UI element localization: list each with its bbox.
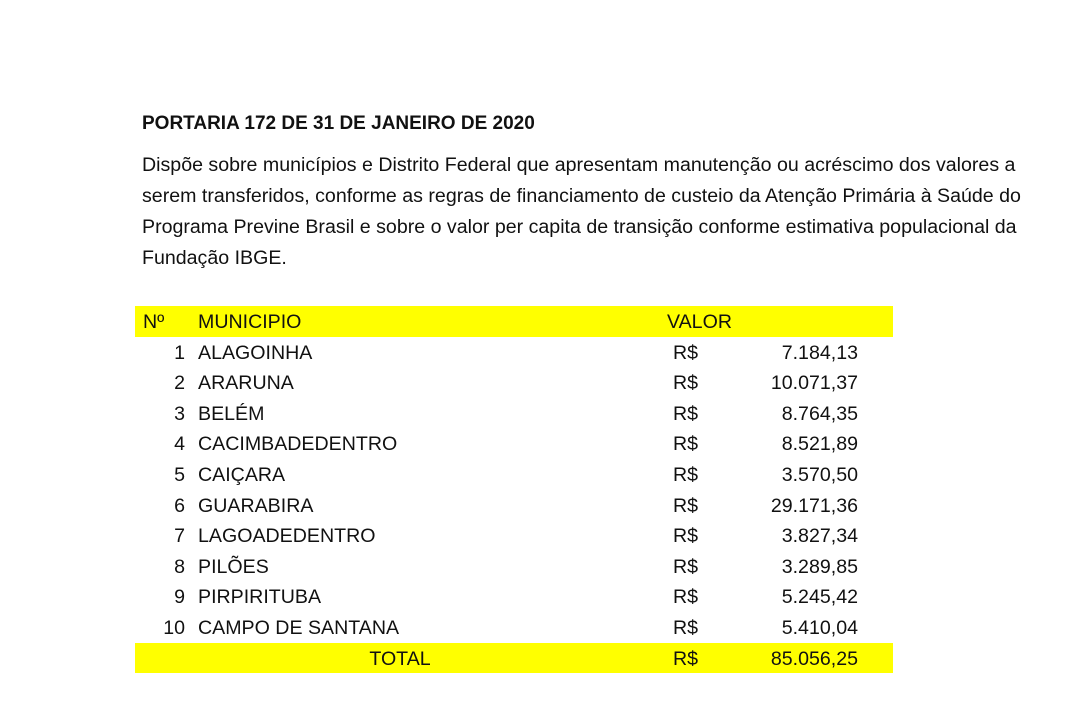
row-number: 3 (174, 402, 185, 425)
row-number: 7 (174, 525, 185, 548)
table-row (135, 520, 893, 551)
row-value: 10.071,37 (770, 372, 858, 395)
row-number: 2 (174, 372, 185, 395)
header-number: Nº (143, 311, 165, 333)
row-number: 10 (163, 616, 185, 639)
table-row (135, 428, 893, 459)
row-value: 3.289,85 (781, 555, 858, 578)
row-currency: R$ (673, 372, 699, 395)
document-title: PORTARIA 172 DE 31 DE JANEIRO DE 2020 (142, 113, 535, 134)
table-row (135, 490, 893, 521)
table-row (135, 367, 893, 398)
total-currency: R$ (673, 647, 699, 670)
row-number: 4 (174, 433, 185, 456)
table-header-row (135, 306, 893, 337)
total-value: 85.056,25 (770, 647, 858, 670)
row-municipio: BELÉM (198, 402, 265, 425)
table-row (135, 581, 893, 612)
row-value: 3.570,50 (781, 463, 858, 486)
row-municipio: PIRPIRITUBA (198, 586, 322, 609)
table-row (135, 551, 893, 582)
row-value: 5.245,42 (781, 586, 858, 609)
row-currency: R$ (673, 463, 699, 486)
header-valor: VALOR (667, 311, 732, 333)
row-value: 5.410,04 (781, 616, 858, 639)
row-value: 8.521,89 (781, 433, 858, 456)
row-number: 1 (174, 341, 185, 364)
row-currency: R$ (673, 402, 699, 425)
table-row (135, 612, 893, 643)
row-municipio: CAIÇARA (198, 463, 286, 486)
row-value: 7.184,13 (781, 341, 858, 364)
row-municipio: ALAGOINHA (198, 341, 313, 364)
row-value: 3.827,34 (781, 525, 858, 548)
row-currency: R$ (673, 494, 699, 517)
table-row (135, 337, 893, 368)
row-currency: R$ (673, 525, 699, 548)
row-municipio: ARARUNA (198, 372, 294, 395)
row-municipio: PILÕES (198, 555, 269, 578)
row-number: 9 (174, 586, 185, 609)
row-currency: R$ (673, 433, 699, 456)
total-label: TOTAL (369, 647, 431, 670)
document-summary: Dispõe sobre municípios e Distrito Federal que apresentam manutenção ou acréscimo dos valores a serem transferidos, conforme as regras de financiamento de custeio da Atenção Primária à Saúde do Programa Previne Brasil e sobre o valor per capita de transição conforme estimativa populacional da Fundação IBGE. (142, 154, 1021, 269)
row-currency: R$ (673, 586, 699, 609)
row-municipio: CACIMBADEDENTRO (198, 433, 398, 456)
row-currency: R$ (673, 555, 699, 578)
table-row (135, 459, 893, 490)
row-municipio: CAMPO DE SANTANA (198, 616, 400, 639)
row-value: 29.171,36 (770, 494, 858, 517)
row-number: 8 (174, 555, 185, 578)
row-number: 6 (174, 494, 185, 517)
row-number: 5 (174, 463, 185, 486)
row-value: 8.764,35 (781, 402, 858, 425)
municipality-table (135, 306, 893, 673)
row-currency: R$ (673, 616, 699, 639)
table-body (135, 337, 893, 643)
row-municipio: GUARABIRA (198, 494, 314, 517)
table-total-row (135, 643, 893, 674)
row-municipio: LAGOADEDENTRO (198, 525, 376, 548)
header-municipio: MUNICIPIO (198, 311, 302, 333)
table-row (135, 398, 893, 429)
row-currency: R$ (673, 341, 699, 364)
